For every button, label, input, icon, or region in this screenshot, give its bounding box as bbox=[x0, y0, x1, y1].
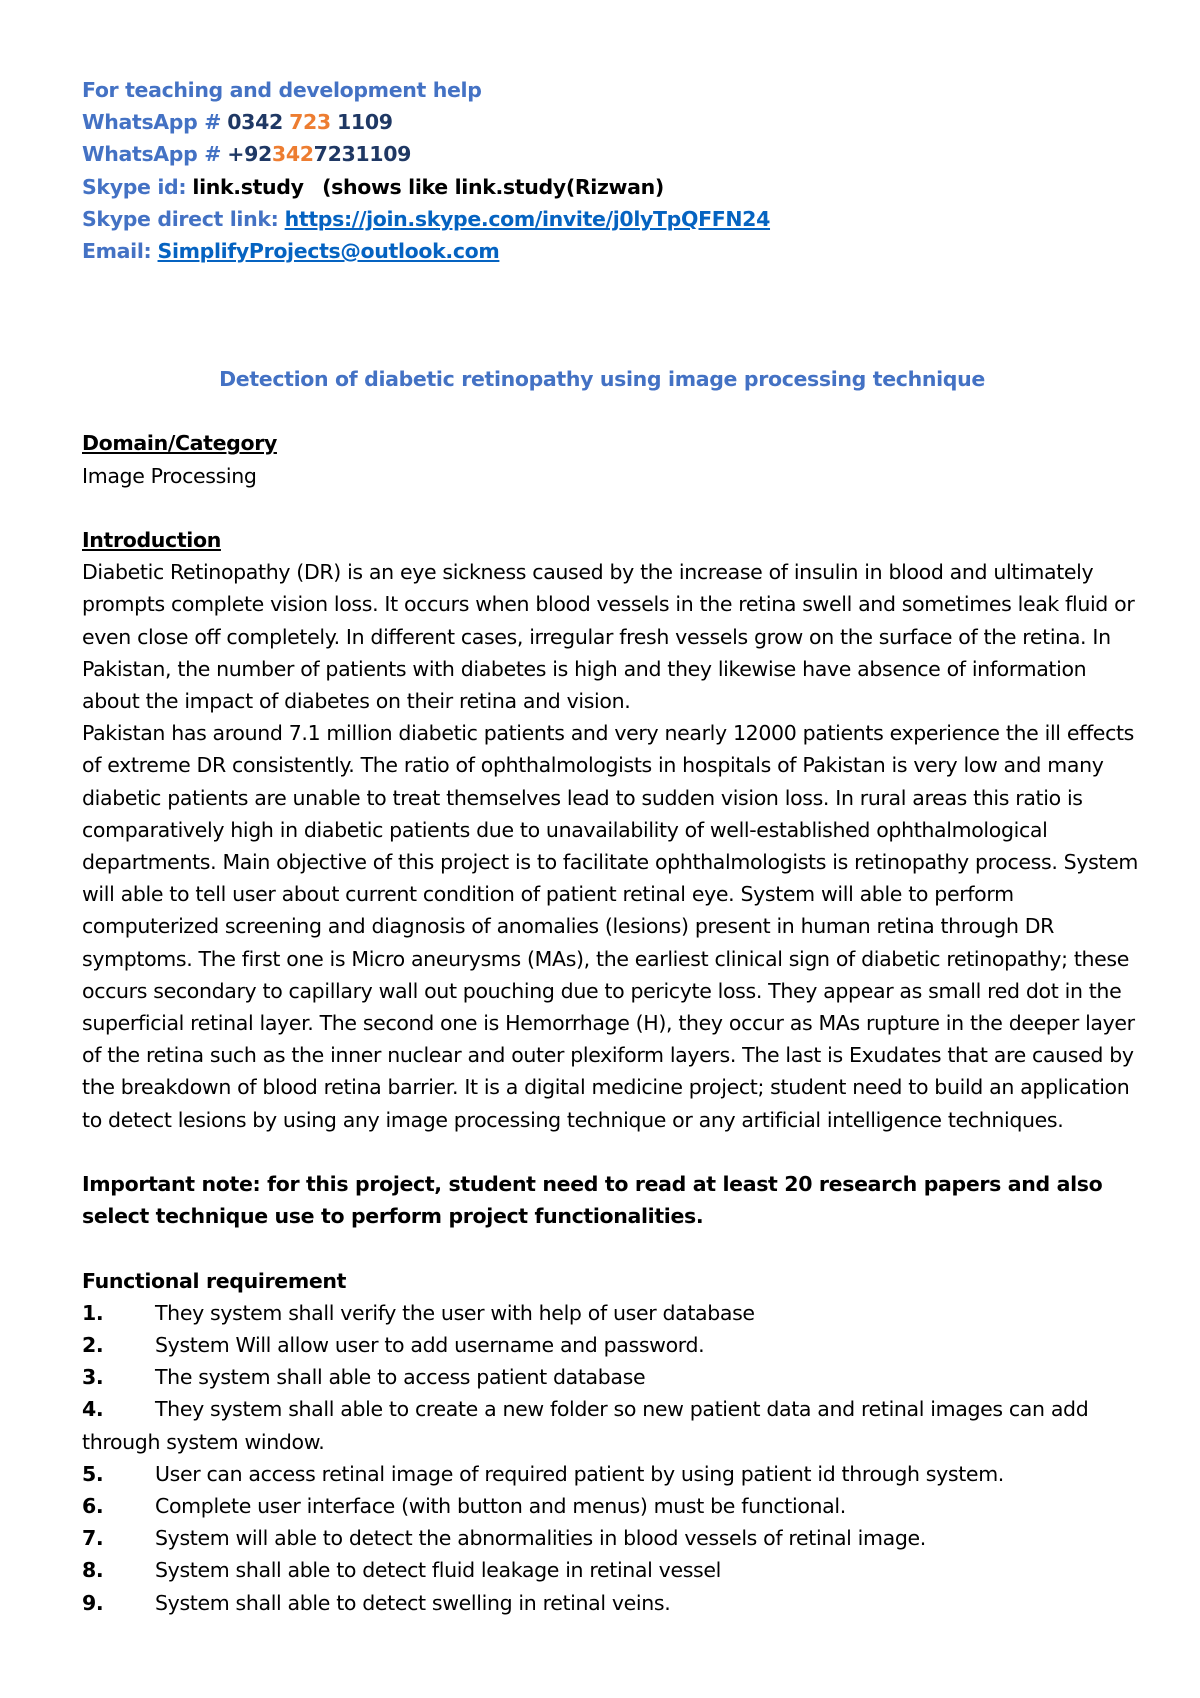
functional-requirement-heading: Functional requirement bbox=[82, 1268, 347, 1293]
whatsapp-number-part: 7231109 bbox=[313, 142, 412, 167]
whatsapp-number-part: 342 bbox=[271, 142, 314, 167]
whatsapp-line-2 bbox=[82, 138, 1142, 170]
list-item-text: System Will allow user to add username and password. bbox=[155, 1333, 705, 1358]
email-link[interactable]: SimplifyProjects@outlook.com bbox=[157, 239, 500, 264]
list-item bbox=[82, 1361, 1142, 1393]
skype-link-line bbox=[82, 203, 1142, 235]
list-item-text: System will able to detect the abnormalities in blood vessels of retinal image. bbox=[155, 1526, 926, 1551]
requirement-list bbox=[82, 1297, 1142, 1619]
list-item-text: System shall able to detect fluid leakage in retinal vessel bbox=[155, 1558, 721, 1583]
document-page bbox=[82, 74, 1142, 1619]
list-item-number: 9. bbox=[82, 1590, 104, 1615]
list-item-number: 1. bbox=[82, 1300, 104, 1325]
skype-link-label: Skype direct link: bbox=[82, 206, 279, 231]
list-item-number: 6. bbox=[82, 1494, 104, 1519]
introduction-paragraph-1: Diabetic Retinopathy (DR) is an eye sickness caused by the increase of insulin in blood and ultimately prompts complete vision loss. It occurs when blood vessels in the retina swell and sometimes leak fluid or even close off completely. In different cases, irregular fresh vessels grow on the surface of the retina. In Pakistan, the number of patients with diabetes is high and they likewise have absence of information about the impact of diabetes on their retina and vision. bbox=[82, 560, 1135, 714]
page-title: Detection of diabetic retinopathy using image processing technique bbox=[219, 367, 985, 392]
list-item-text: Complete user interface (with button and menus) must be functional. bbox=[155, 1494, 846, 1519]
list-item-number: 4. bbox=[82, 1397, 104, 1422]
list-item-number: 2. bbox=[82, 1333, 104, 1358]
list-item bbox=[82, 1329, 1142, 1361]
list-item-number: 8. bbox=[82, 1558, 104, 1583]
functional-requirement-section bbox=[82, 1265, 1142, 1619]
list-item bbox=[82, 1393, 1142, 1457]
list-item bbox=[82, 1490, 1142, 1522]
list-item-number: 7. bbox=[82, 1526, 104, 1551]
whatsapp-number-part: 1109 bbox=[337, 110, 393, 135]
list-item-text: The system shall able to access patient database bbox=[155, 1365, 646, 1390]
whatsapp-number-part: +92 bbox=[227, 142, 272, 167]
domain-section bbox=[82, 427, 1142, 491]
domain-heading: Domain/Category bbox=[82, 431, 277, 456]
email-line bbox=[82, 235, 1142, 267]
whatsapp-number-part: 723 bbox=[289, 110, 331, 135]
list-item-text: System shall able to detect swelling in retinal veins. bbox=[155, 1590, 671, 1615]
introduction-paragraph-2: Pakistan has around 7.1 million diabetic patients and very nearly 12000 patients experience the ill effects of extreme DR consistently. The ratio of ophthalmologists in hospitals of Pakistan is very low and many diabetic patients are unable to treat themselves lead to sudden vision loss. In rural areas this ratio is comparatively high in diabetic patients due to unavailability of well-established ophthalmological departments. Main objective of this project is to facilitate ophthalmologists is retinopathy process. System will able to tell user about current condition of patient retinal eye. System will able to perform computerized screening and diagnosis of anomalies (lesions) present in human retina through DR symptoms. The first one is Micro aneurysms (MAs), the earliest clinical sign of diabetic retinopathy; these occurs secondary to capillary wall out pouching due to pericyte loss. They appear as small red dot in the superficial retinal layer. The second one is Hemorrhage (H), they occur as MAs rupture in the deeper layer of the retina such as the inner nuclear and outer plexiform layers. The last is Exudates that are caused by the breakdown of blood retina barrier. It is a digital medicine project; student need to build an application to detect lesions by using any image processing technique or any artificial intelligence techniques. bbox=[82, 721, 1138, 1132]
important-note: Important note: for this project, student need to read at least 20 research papers and also select technique use to perform project functionalities. bbox=[82, 1172, 1103, 1229]
skype-id-line bbox=[82, 171, 1142, 203]
list-item bbox=[82, 1522, 1142, 1554]
skype-id-note: (shows like link.study(Rizwan) bbox=[322, 174, 664, 199]
list-item-number: 3. bbox=[82, 1365, 104, 1390]
email-label: Email: bbox=[82, 239, 152, 264]
skype-id-value: link.study bbox=[192, 174, 304, 199]
contact-heading: For teaching and development help bbox=[82, 78, 482, 102]
list-item-text: They system shall able to create a new folder so new patient data and retinal images can add through system window. bbox=[82, 1397, 1089, 1454]
whatsapp-label: WhatsApp # bbox=[82, 142, 222, 167]
spacer bbox=[82, 1136, 1142, 1168]
list-item bbox=[82, 1587, 1142, 1619]
whatsapp-label: WhatsApp # bbox=[82, 110, 222, 135]
introduction-section bbox=[82, 524, 1142, 1136]
spacer bbox=[82, 1232, 1142, 1264]
skype-invite-link[interactable]: https://join.skype.com/invite/j0lyTpQFFN24 bbox=[284, 206, 771, 231]
skype-id-label: Skype id: bbox=[82, 174, 187, 199]
list-item-number: 5. bbox=[82, 1461, 104, 1486]
domain-value: Image Processing bbox=[82, 463, 257, 488]
list-item bbox=[82, 1458, 1142, 1490]
list-item bbox=[82, 1297, 1142, 1329]
spacer bbox=[82, 492, 1142, 524]
whatsapp-number-part: 0342 bbox=[227, 110, 283, 135]
whatsapp-line-1 bbox=[82, 106, 1142, 138]
introduction-heading: Introduction bbox=[82, 528, 221, 553]
list-item-text: They system shall verify the user with help of user database bbox=[155, 1300, 755, 1325]
contact-block bbox=[82, 74, 1142, 267]
list-item bbox=[82, 1554, 1142, 1586]
list-item-text: User can access retinal image of required patient by using patient id through system. bbox=[155, 1461, 1004, 1486]
